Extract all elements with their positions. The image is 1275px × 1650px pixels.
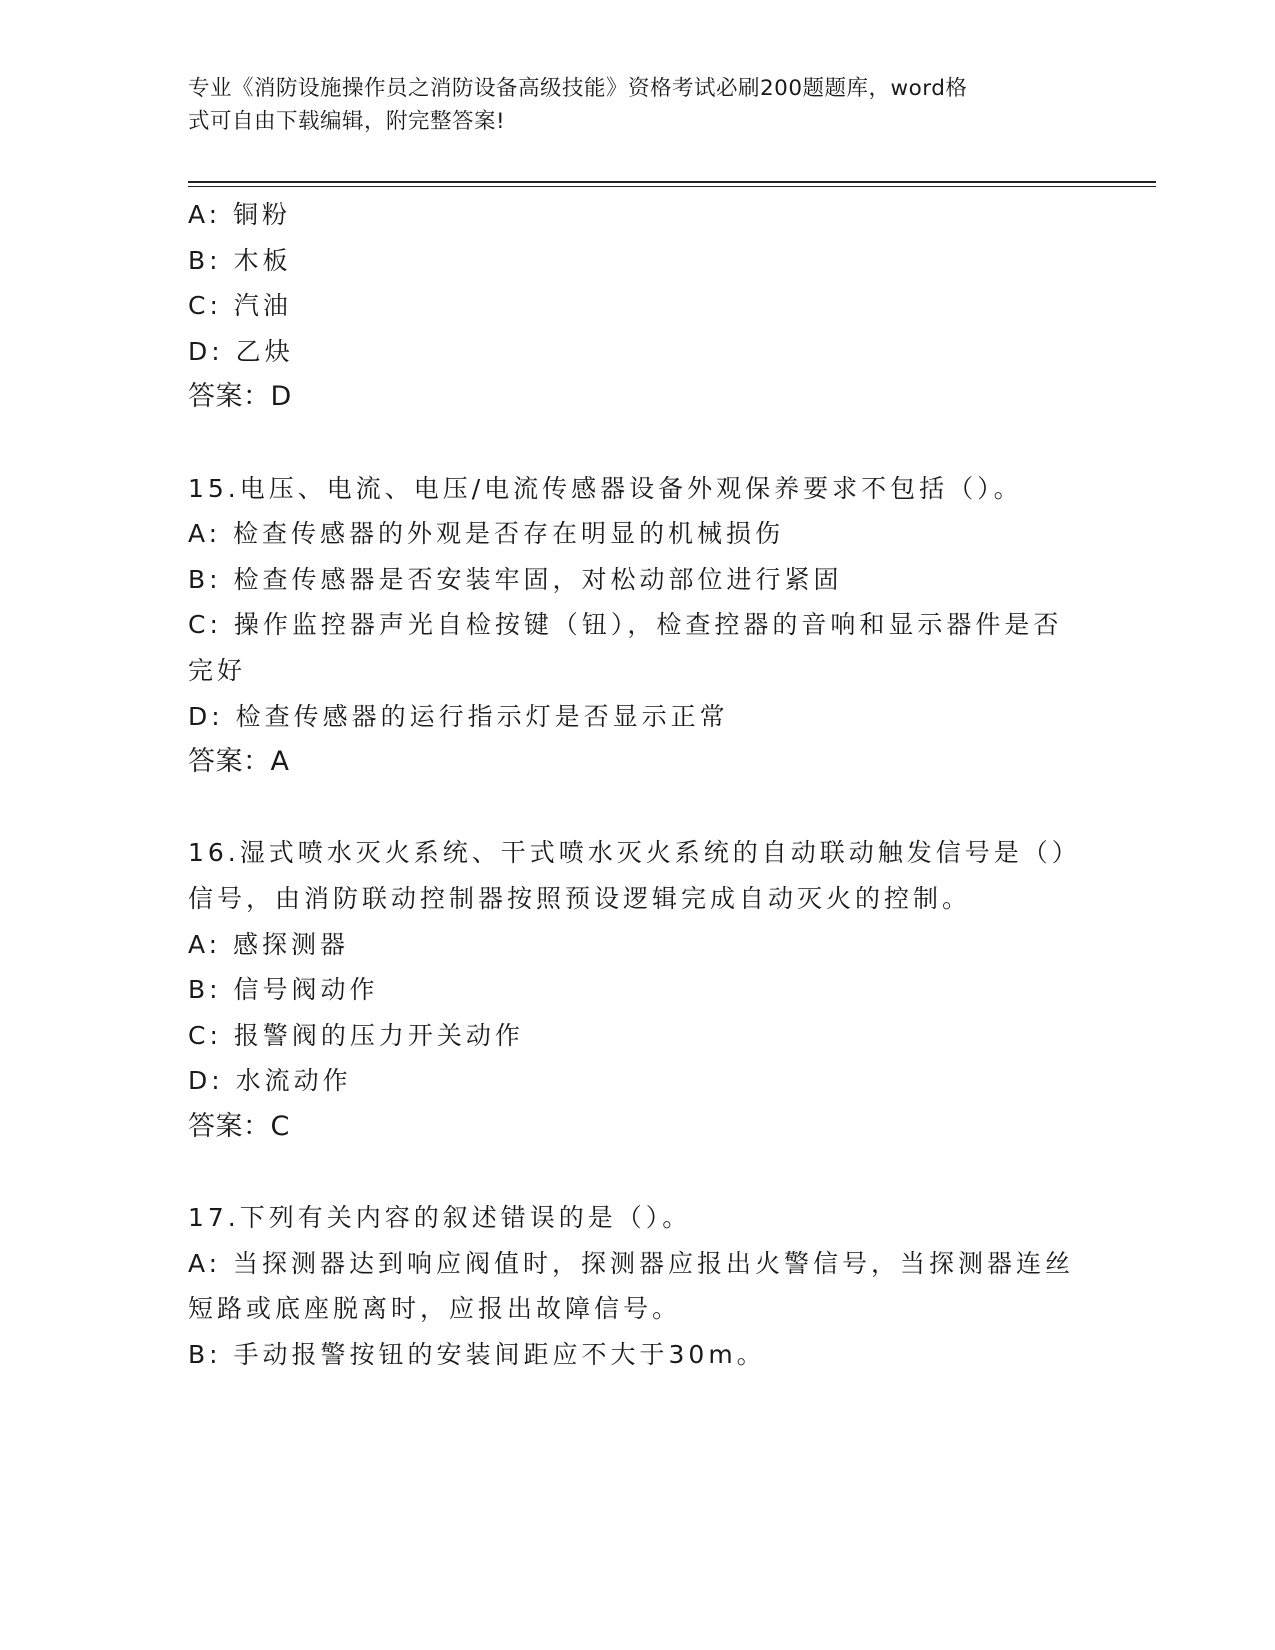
question-stem-continued: 信号，由消防联动控制器按照预设逻辑完成自动灭火的控制。 <box>188 883 972 913</box>
header-line-1: 专业《消防设施操作员之消防设备高级技能》资格考试必刷200题题库，word格 <box>188 76 968 101</box>
question-stem: 16.湿式喷水灭火系统、干式喷水灭火系统的自动联动触发信号是（） <box>188 838 1081 868</box>
answer-line: 答案：A <box>188 746 290 778</box>
header-divider-thick <box>188 181 1156 183</box>
option-a: A: 铜粉 <box>188 200 292 229</box>
option-c: C: 操作监控器声光自检按键（钮），检查控器的音响和显示器件是否 <box>188 610 1063 640</box>
question-block-15 <box>188 466 1088 785</box>
option-b: B: 手动报警按钮的安装间距应不大于30m。 <box>188 1339 766 1369</box>
question-stem: 15.电压、电流、电压/电流传感器设备外观保养要求不包括（）。 <box>188 473 1023 503</box>
option-c: C: 报警阀的压力开关动作 <box>188 1020 524 1050</box>
option-a-continued: 短路或底座脱离时，应报出故障信号。 <box>188 1294 682 1324</box>
option-d: D: 检查传感器的运行指示灯是否显示正常 <box>188 701 729 731</box>
header-divider-thin <box>188 186 1156 187</box>
question-stem: 17.下列有关内容的叙述错误的是（）。 <box>188 1203 692 1233</box>
option-b: B: 木板 <box>188 245 292 275</box>
option-c: C: 汽油 <box>188 291 292 321</box>
question-block-prev <box>188 192 1088 420</box>
question-list <box>188 192 1088 1377</box>
option-d: D: 乙炔 <box>188 336 294 366</box>
option-c-continued: 完好 <box>188 655 247 685</box>
option-d: D: 水流动作 <box>188 1066 352 1096</box>
answer-line: 答案：C <box>188 1110 290 1142</box>
header-line-2: 式可自由下载编辑，附完整答案! <box>188 109 506 134</box>
option-b: B: 信号阀动作 <box>188 975 379 1005</box>
option-a: A: 检查传感器的外观是否存在明显的机械损伤 <box>188 519 785 549</box>
answer-line: 答案：D <box>188 381 292 413</box>
document-header <box>188 72 1068 138</box>
option-a: A: 当探测器达到响应阀值时，探测器应报出火警信号，当探测器连丝 <box>188 1248 1075 1278</box>
option-b: B: 检查传感器是否安装牢固，对松动部位进行紧固 <box>188 564 843 594</box>
question-block-17 <box>188 1195 1088 1377</box>
option-a: A: 感探测器 <box>188 929 350 959</box>
question-block-16 <box>188 830 1088 1149</box>
